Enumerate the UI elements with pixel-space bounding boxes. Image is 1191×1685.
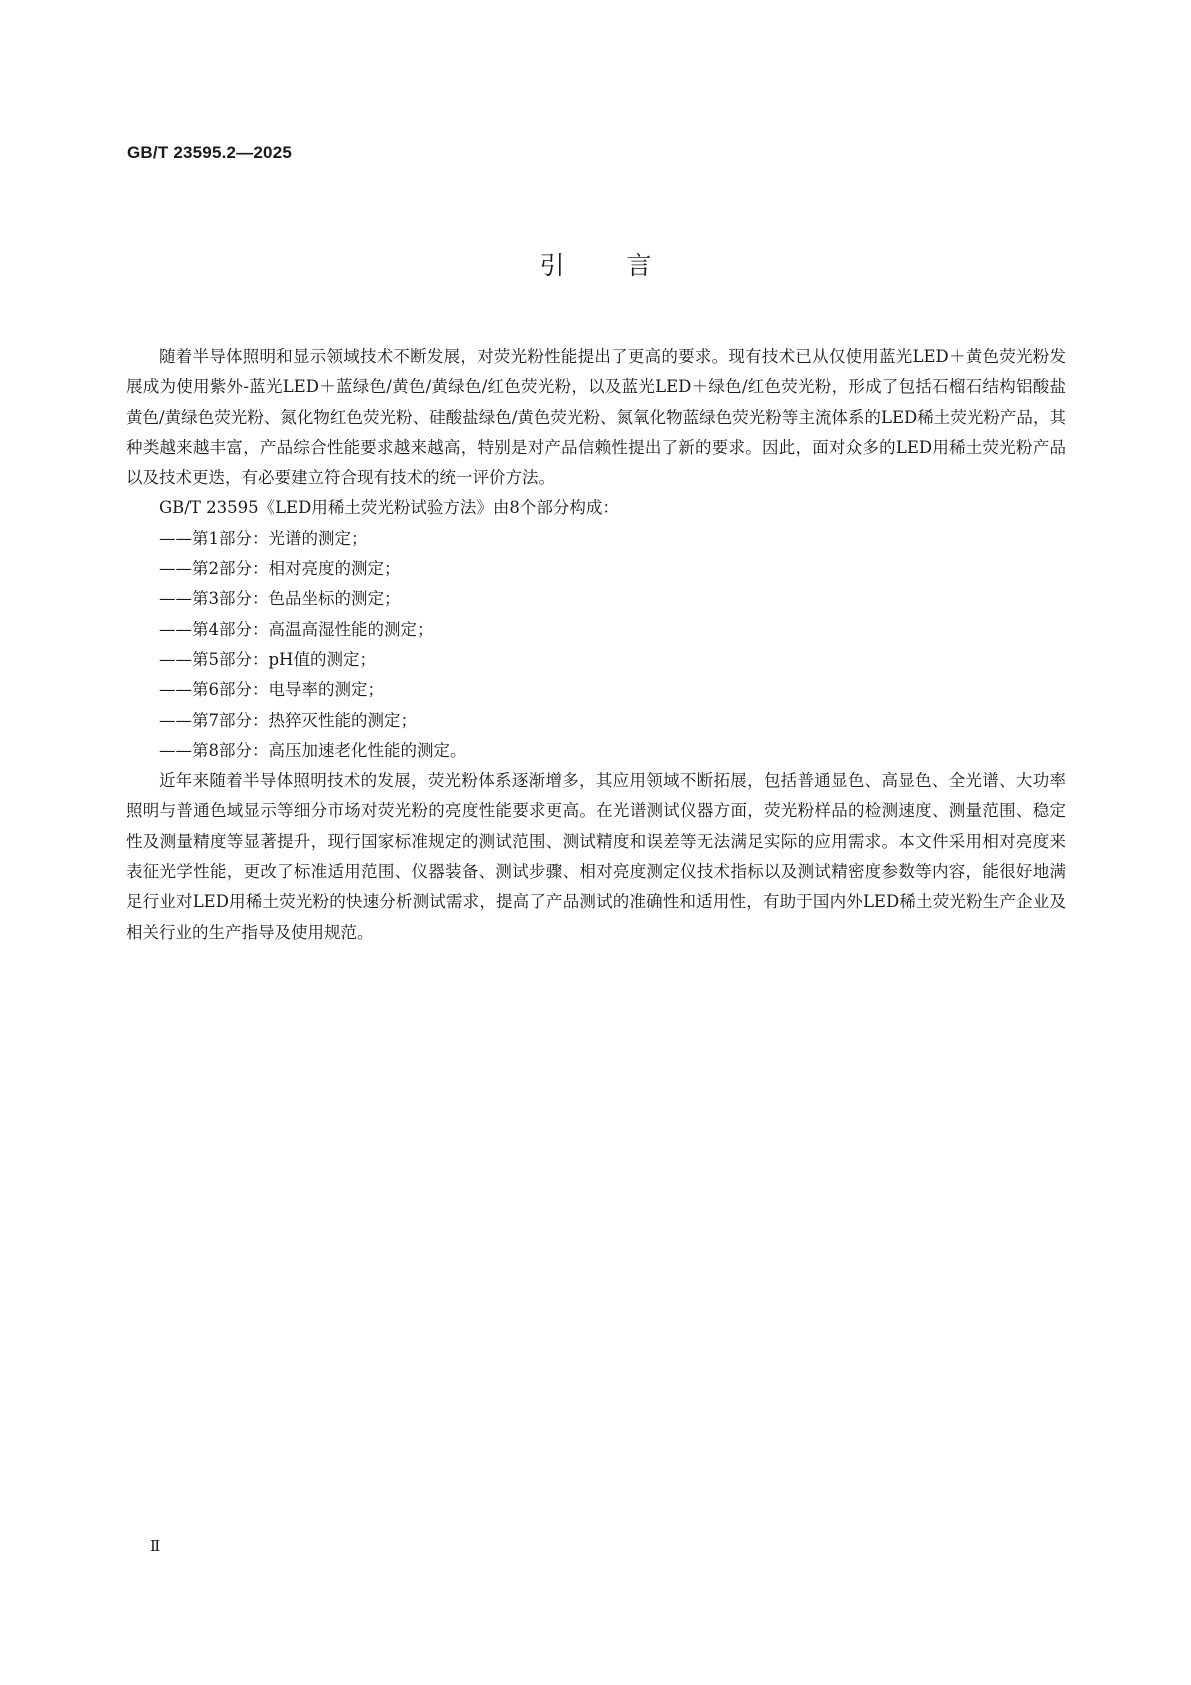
standard-number: GB/T 23595.2—2025 (127, 143, 292, 162)
list-item: ——第7部分：热猝灭性能的测定； (159, 710, 417, 730)
list-item: ——第6部分：电导率的测定； (159, 680, 384, 700)
list-item: ——第4部分：高温高湿性能的测定； (159, 619, 434, 639)
intro-paragraph-1: 随着半导体照明和显示领域技术不断发展，对荧光粉性能提出了更高的要求。现有技术已从仅使用蓝光LED＋黄色荧光粉发展成为使用紫外-蓝光LED＋蓝绿色/黄色/黄绿色/红色荧光粉，以及蓝光LED＋绿色/红色荧光粉，形成了包括石榴石结构铝酸盐黄色/黄绿色荧光粉、氮化物红色荧光粉、硅酸盐绿色/黄色荧光粉、氮氧化物蓝绿色荧光粉等主流体系的LED稀土荧光粉产品，其种类越来越丰富，产品综合性能要求越来越高，特别是对产品信赖性提出了新的要求。因此，面对众多的LED用稀土荧光粉产品以及技术更迭，有必要建立符合现有技术的统一评价方法。 (126, 347, 1066, 488)
list-item: ——第8部分：高压加速老化性能的测定。 (159, 740, 467, 760)
list-item: ——第3部分：色品坐标的测定； (159, 589, 401, 609)
page-title: 引言 (539, 251, 714, 280)
introduction-body (126, 342, 1066, 948)
list-item: ——第1部分：光谱的测定； (159, 528, 368, 548)
list-item: ——第2部分：相对亮度的测定； (159, 559, 401, 579)
parts-list (126, 524, 1066, 766)
intro-paragraph-2: 近年来随着半导体照明技术的发展，荧光粉体系逐渐增多，其应用领域不断拓展，包括普通显色、高显色、全光谱、大功率照明与普通色域显示等细分市场对荧光粉的亮度性能要求更高。在光谱测试仪器方面，荧光粉样品的检测速度、测量范围、稳定性及测量精度等显著提升，现行国家标准规定的测试范围、测试精度和误差等无法满足实际的应用需求。本文件采用相对亮度来表征光学性能，更改了标准适用范围、仪器装备、测试步骤、相对亮度测定仪技术指标以及测试精密度参数等内容，能很好地满足行业对LED用稀土荧光粉的快速分析测试需求，提高了产品测试的准确性和适用性，有助于国内外LED稀土荧光粉生产企业及相关行业的生产指导及使用规范。 (126, 771, 1066, 942)
list-item: ——第5部分：pH值的测定； (159, 649, 376, 669)
parts-intro: GB/T 23595《LED用稀土荧光粉试验方法》由8个部分构成： (159, 498, 619, 518)
page-number: Ⅱ (150, 1537, 161, 1555)
